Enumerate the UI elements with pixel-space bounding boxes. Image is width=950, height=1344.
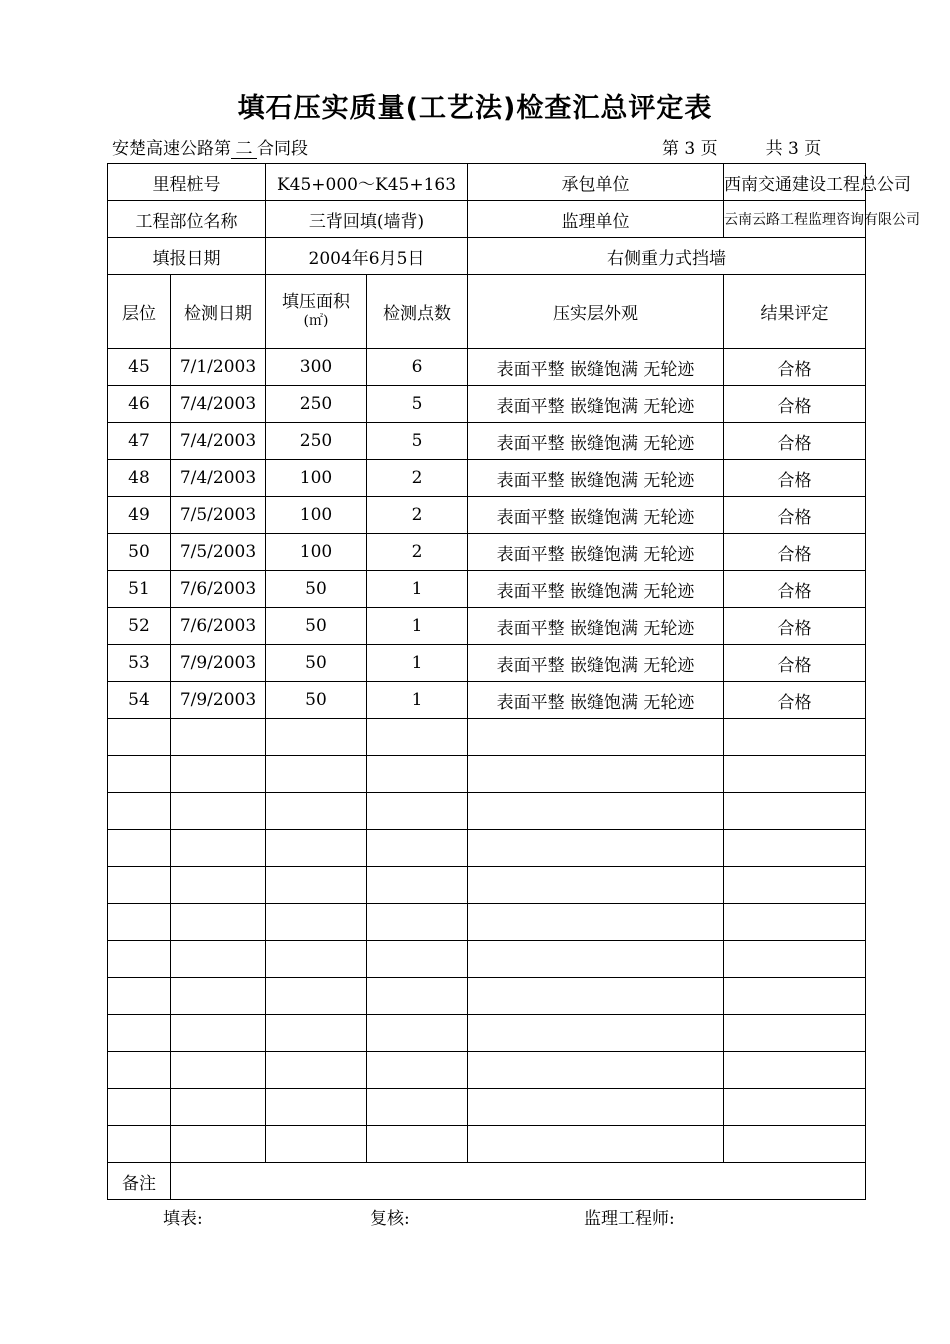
data-rows <box>108 349 866 1163</box>
cell-date <box>171 978 266 1015</box>
cell-appearance: 表面平整 嵌缝饱满 无轮迹 <box>468 682 724 719</box>
cell-area <box>266 867 367 904</box>
cell-area <box>266 830 367 867</box>
cell-points <box>367 1052 468 1089</box>
cell-appearance: 表面平整 嵌缝饱满 无轮迹 <box>468 608 724 645</box>
project-suffix: 合同段 <box>257 139 308 159</box>
cell-result: 合格 <box>724 386 866 423</box>
cell-area: 300 <box>266 349 367 386</box>
cell-layer: 51 <box>108 571 171 608</box>
cell-appearance <box>468 941 724 978</box>
cell-points <box>367 719 468 756</box>
reviewer-signature: 复核: <box>370 1209 410 1229</box>
cell-appearance: 表面平整 嵌缝饱满 无轮迹 <box>468 571 724 608</box>
cell-layer: 52 <box>108 608 171 645</box>
cell-result <box>724 867 866 904</box>
cell-area <box>266 1052 367 1089</box>
cell-layer <box>108 941 171 978</box>
table-row <box>108 534 866 571</box>
table-row <box>108 423 866 460</box>
cell-points: 2 <box>367 460 468 497</box>
contractor-value: 西南交通建设工程总公司 <box>724 164 866 201</box>
table-row <box>108 941 866 978</box>
table-row <box>108 830 866 867</box>
table-row <box>108 1089 866 1126</box>
col-appearance: 压实层外观 <box>468 275 724 349</box>
cell-appearance <box>468 978 724 1015</box>
table-row <box>108 867 866 904</box>
cell-area: 100 <box>266 460 367 497</box>
cell-result: 合格 <box>724 571 866 608</box>
cell-points: 5 <box>367 386 468 423</box>
cell-appearance <box>468 867 724 904</box>
cell-layer <box>108 1089 171 1126</box>
page-number: 第 3 页 <box>662 139 718 159</box>
col-layer: 层位 <box>108 275 171 349</box>
cell-layer: 49 <box>108 497 171 534</box>
cell-layer <box>108 719 171 756</box>
info-row-date <box>108 238 866 275</box>
cell-date: 7/5/2003 <box>171 534 266 571</box>
cell-result <box>724 1015 866 1052</box>
cell-date <box>171 867 266 904</box>
cell-area: 50 <box>266 682 367 719</box>
project-line <box>112 134 308 159</box>
mileage-value: K45+000～K45+163 <box>266 164 468 201</box>
cell-date <box>171 1052 266 1089</box>
col-area-unit: (㎡) <box>303 312 329 329</box>
cell-result <box>724 1052 866 1089</box>
cell-appearance <box>468 830 724 867</box>
cell-appearance: 表面平整 嵌缝饱满 无轮迹 <box>468 645 724 682</box>
table-row <box>108 571 866 608</box>
cell-appearance <box>468 793 724 830</box>
cell-points <box>367 756 468 793</box>
cell-result <box>724 978 866 1015</box>
cell-points: 2 <box>367 534 468 571</box>
cell-result <box>724 719 866 756</box>
cell-date <box>171 756 266 793</box>
cell-points <box>367 1089 468 1126</box>
cell-result <box>724 793 866 830</box>
table-row <box>108 719 866 756</box>
cell-result <box>724 756 866 793</box>
cell-points: 1 <box>367 608 468 645</box>
col-test-date: 检测日期 <box>171 275 266 349</box>
engineer-signature: 监理工程师: <box>584 1209 675 1229</box>
cell-appearance <box>468 1126 724 1163</box>
table-row <box>108 645 866 682</box>
remarks-label: 备注 <box>108 1163 171 1200</box>
cell-date <box>171 1015 266 1052</box>
cell-area <box>266 978 367 1015</box>
remarks-row <box>108 1163 866 1200</box>
cell-date <box>171 830 266 867</box>
table-row <box>108 386 866 423</box>
part-value: 三背回填(墙背) <box>266 201 468 238</box>
page-indicator <box>662 134 821 159</box>
mileage-label: 里程桩号 <box>108 164 266 201</box>
cell-layer: 47 <box>108 423 171 460</box>
table-row <box>108 682 866 719</box>
cell-layer <box>108 1052 171 1089</box>
cell-layer: 48 <box>108 460 171 497</box>
cell-layer: 46 <box>108 386 171 423</box>
cell-appearance <box>468 719 724 756</box>
cell-appearance: 表面平整 嵌缝饱满 无轮迹 <box>468 423 724 460</box>
cell-date <box>171 793 266 830</box>
table-row <box>108 608 866 645</box>
remarks-value <box>171 1163 866 1200</box>
cell-layer <box>108 867 171 904</box>
info-row-part <box>108 201 866 238</box>
part-label: 工程部位名称 <box>108 201 266 238</box>
table-row <box>108 497 866 534</box>
col-points: 检测点数 <box>367 275 468 349</box>
table-row <box>108 1015 866 1052</box>
cell-date: 7/5/2003 <box>171 497 266 534</box>
cell-layer <box>108 978 171 1015</box>
cell-area: 250 <box>266 386 367 423</box>
cell-date <box>171 719 266 756</box>
date-value: 2004年6月5日 <box>266 238 468 275</box>
cell-area <box>266 756 367 793</box>
cell-date: 7/4/2003 <box>171 460 266 497</box>
contractor-label: 承包单位 <box>468 164 724 201</box>
cell-result: 合格 <box>724 497 866 534</box>
cell-appearance <box>468 1089 724 1126</box>
cell-result <box>724 830 866 867</box>
cell-points: 1 <box>367 682 468 719</box>
table-row <box>108 978 866 1015</box>
filler-signature: 填表: <box>163 1209 203 1229</box>
cell-layer: 50 <box>108 534 171 571</box>
cell-layer: 54 <box>108 682 171 719</box>
cell-points <box>367 978 468 1015</box>
cell-result <box>724 1126 866 1163</box>
cell-appearance <box>468 1052 724 1089</box>
cell-points <box>367 793 468 830</box>
cell-appearance: 表面平整 嵌缝饱满 无轮迹 <box>468 534 724 571</box>
inspection-table <box>107 163 920 1200</box>
cell-area: 100 <box>266 497 367 534</box>
cell-result: 合格 <box>724 534 866 571</box>
cell-points: 6 <box>367 349 468 386</box>
cell-layer <box>108 1015 171 1052</box>
form-title: 填石压实质量(工艺法)检查汇总评定表 <box>237 93 713 124</box>
cell-points <box>367 867 468 904</box>
cell-date: 7/6/2003 <box>171 571 266 608</box>
cell-layer: 53 <box>108 645 171 682</box>
cell-date: 7/9/2003 <box>171 645 266 682</box>
table-row <box>108 1126 866 1163</box>
table-row <box>108 1052 866 1089</box>
cell-appearance <box>468 756 724 793</box>
cell-area <box>266 1015 367 1052</box>
cell-points: 2 <box>367 497 468 534</box>
cell-date <box>171 941 266 978</box>
cell-appearance: 表面平整 嵌缝饱满 无轮迹 <box>468 349 724 386</box>
cell-area: 50 <box>266 608 367 645</box>
date-label: 填报日期 <box>108 238 266 275</box>
cell-result <box>724 941 866 978</box>
table-row <box>108 756 866 793</box>
cell-layer <box>108 830 171 867</box>
col-area-label: 填压面积 <box>282 291 350 312</box>
cell-layer <box>108 793 171 830</box>
col-result: 结果评定 <box>724 275 866 349</box>
table-row <box>108 904 866 941</box>
cell-points: 5 <box>367 423 468 460</box>
section-number: 二 <box>231 141 257 159</box>
col-area <box>266 275 367 349</box>
supervisor-value: 云南云路工程监理咨询有限公司 <box>724 201 866 238</box>
page-total: 共 3 页 <box>765 139 822 159</box>
cell-area <box>266 719 367 756</box>
cell-date: 7/4/2003 <box>171 423 266 460</box>
cell-appearance <box>468 1015 724 1052</box>
cell-date: 7/1/2003 <box>171 349 266 386</box>
cell-result <box>724 1089 866 1126</box>
cell-result: 合格 <box>724 645 866 682</box>
cell-layer <box>108 904 171 941</box>
cell-points <box>367 1015 468 1052</box>
cell-appearance: 表面平整 嵌缝饱满 无轮迹 <box>468 386 724 423</box>
cell-result: 合格 <box>724 423 866 460</box>
side-note: 右侧重力式挡墙 <box>468 238 866 275</box>
cell-area <box>266 1126 367 1163</box>
table-row <box>108 460 866 497</box>
table-row <box>108 793 866 830</box>
cell-area: 100 <box>266 534 367 571</box>
project-prefix: 安楚高速公路第 <box>112 139 231 159</box>
cell-points <box>367 904 468 941</box>
cell-appearance: 表面平整 嵌缝饱满 无轮迹 <box>468 460 724 497</box>
cell-date: 7/9/2003 <box>171 682 266 719</box>
info-row-mileage <box>108 164 866 201</box>
cell-date: 7/4/2003 <box>171 386 266 423</box>
cell-area <box>266 793 367 830</box>
cell-points: 1 <box>367 571 468 608</box>
cell-result: 合格 <box>724 349 866 386</box>
cell-area: 50 <box>266 571 367 608</box>
cell-result: 合格 <box>724 682 866 719</box>
cell-points <box>367 1126 468 1163</box>
cell-result: 合格 <box>724 608 866 645</box>
cell-date <box>171 1089 266 1126</box>
cell-area <box>266 941 367 978</box>
cell-date <box>171 904 266 941</box>
supervisor-label: 监理单位 <box>468 201 724 238</box>
cell-layer <box>108 756 171 793</box>
cell-points <box>367 830 468 867</box>
cell-area: 50 <box>266 645 367 682</box>
cell-date: 7/6/2003 <box>171 608 266 645</box>
cell-points: 1 <box>367 645 468 682</box>
cell-area: 250 <box>266 423 367 460</box>
cell-area <box>266 904 367 941</box>
cell-appearance: 表面平整 嵌缝饱满 无轮迹 <box>468 497 724 534</box>
cell-result <box>724 904 866 941</box>
cell-points <box>367 941 468 978</box>
cell-result: 合格 <box>724 460 866 497</box>
column-header-row <box>108 275 866 349</box>
table-row <box>108 349 866 386</box>
cell-date <box>171 1126 266 1163</box>
cell-layer: 45 <box>108 349 171 386</box>
cell-layer <box>108 1126 171 1163</box>
cell-appearance <box>468 904 724 941</box>
cell-area <box>266 1089 367 1126</box>
